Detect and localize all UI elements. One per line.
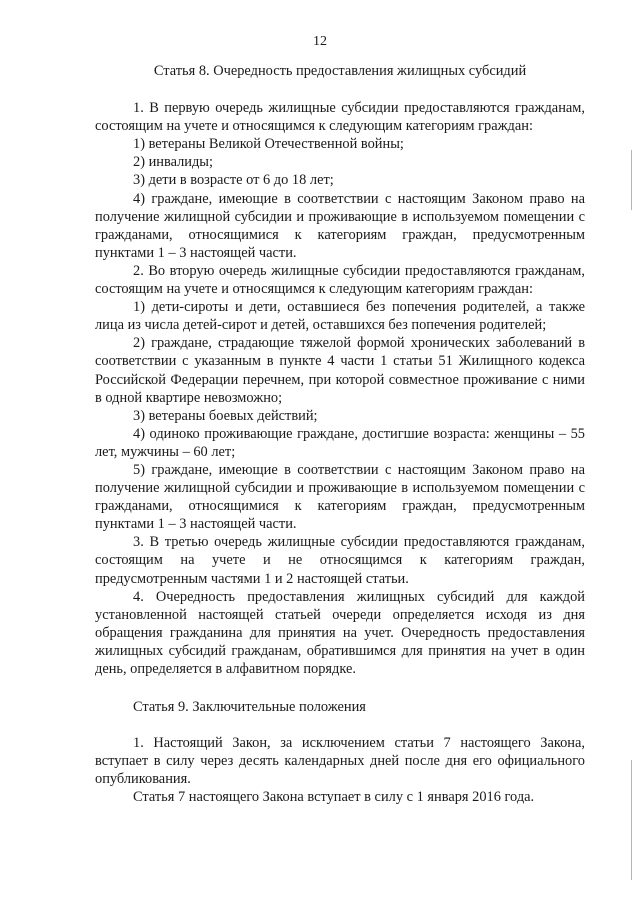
article-8-part-1-item-1: 1) ветераны Великой Отечественной войны; [133,136,404,153]
article-8-part-1-item-3: 3) дети в возрасте от 6 до 18 лет; [133,172,334,189]
article-9-heading: Статья 9. Заключительные положения [133,699,366,716]
article-8-part-2-item-3: 3) ветераны боевых действий; [133,407,318,424]
article-8-part-2-item-4: 4) одиноко проживающие граждане, достигшие возраста: женщины – 55 лет, мужчины – 60 лет; [95,425,585,460]
article-8-part-1-item-4: 4) граждане, имеющие в соответствии с настоящим Законом право на получение жилищной субсидии и проживающие в используемом помещении с гражданами, относящимися к категориям граждан, предусмотренным пунктами 1 – 3 настоящей части. [95,190,585,261]
article-8-part-1: 1. В первую очередь жилищные субсидии предоставляются гражданам, состоящим на учете и относящимся к следующим категориям граждан: [95,100,585,135]
article-8-part-4: 4. Очередность предоставления жилищных субсидий для каждой установленной настоящей статьей очереди определяется исходя из дня обращения гражданина для принятия на учет. Очередность предоставления жилищных субсидий гражданам, обратившимся для принятия на учет в один день, определяется в алфавитном порядке. [95,588,585,677]
article-8-heading: Статья 8. Очередность предоставления жилищных субсидий [153,63,527,79]
article-8-part-2: 2. Во вторую очередь жилищные субсидии предоставляются гражданам, состоящим на учете и относящимся к следующим категориям граждан: [95,262,585,298]
scan-edge-mark [631,760,632,880]
article-9-part-1: 1. Настоящий Закон, за исключением статьи 7 настоящего Закона, вступает в силу через десять календарных дней после дня его официального опубликования. [95,735,585,788]
article-9-part-1-continued: Статья 7 настоящего Закона вступает в силу с 1 января 2016 года. [133,789,535,806]
article-8-part-2-item-1: 1) дети-сироты и дети, оставшиеся без попечения родителей, а также лица из числа детей-сирот и детей, оставшихся без попечения родителей; [95,299,585,334]
article-8-part-3: 3. В третью очередь жилищные субсидии предоставляются гражданам, состоящим на учете и не относящимся к категориям граждан, предусмотренным частями 1 и 2 настоящей статьи. [95,534,585,587]
article-8-part-1-item-2: 2) инвалиды; [133,154,213,171]
page-number: 12 [313,34,327,49]
article-8-part-2-item-2: 2) граждане, страдающие тяжелой формой хронических заболеваний в соответствии с указанным в пункте 4 части 1 статьи 51 Жилищного кодекса Российской Федерации перечнем, при которой совместное проживание с ними в одной квартире невозможно; [95,335,585,406]
scan-edge-mark [631,150,632,210]
document-body [95,62,585,807]
article-8-part-2-item-5: 5) граждане, имеющие в соответствии с настоящим Законом право на получение жилищной субсидии и проживающие в используемом помещении с гражданами, относящимися к категориям граждан, предусмотренным пунктами 1 – 3 настоящей части. [95,461,585,533]
